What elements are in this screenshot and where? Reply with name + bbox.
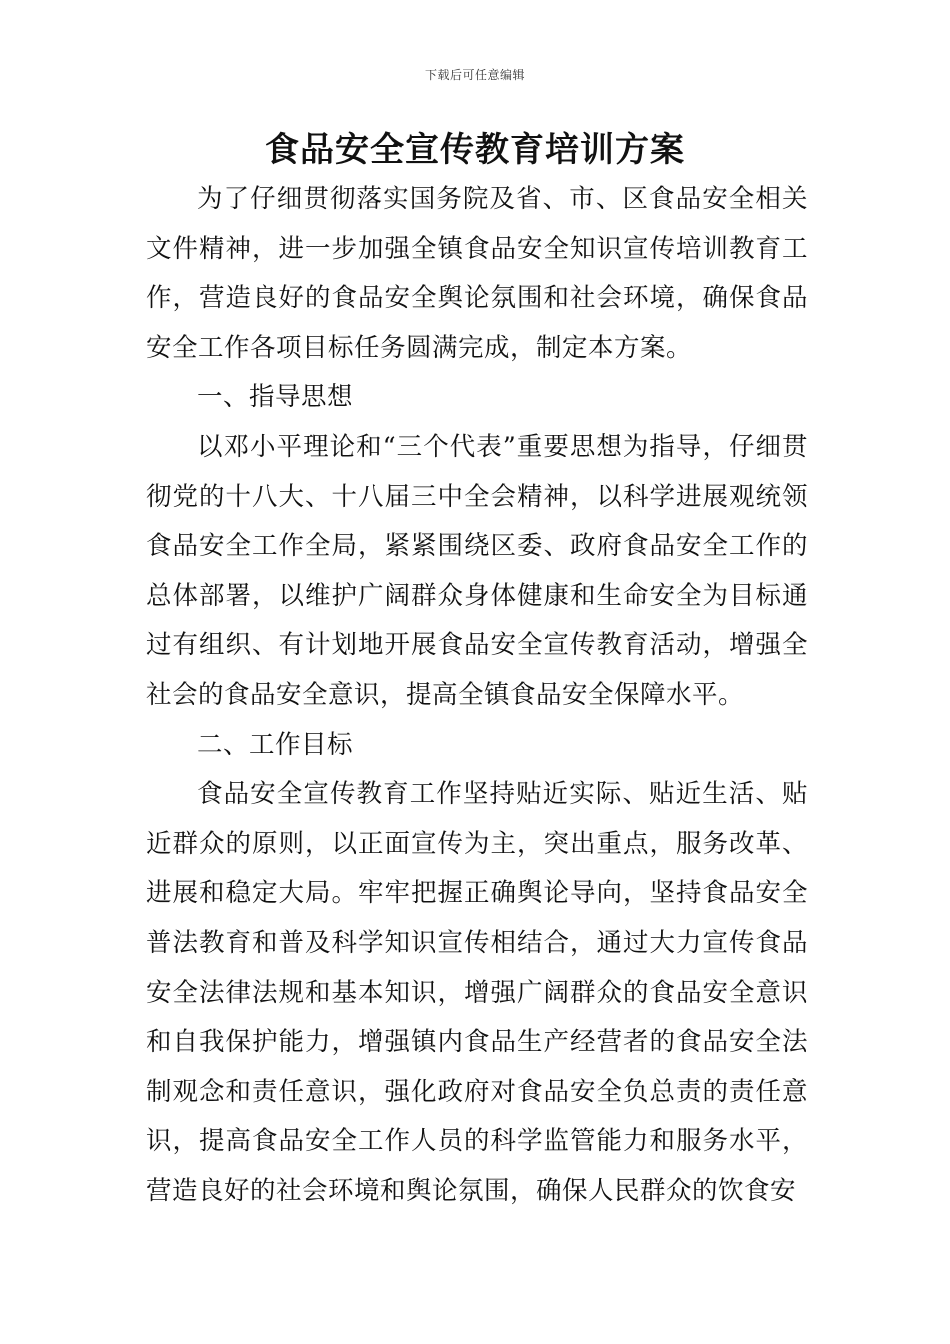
document-title: 食品安全宣传教育培训方案 xyxy=(265,130,685,170)
guiding-ideology-paragraph: 以邓小平理论和“三个代表”重要思想为指导，仔细贯彻党的十八大、十八届三中全会精神，以科学进展观统领食品安全工作全局，紧紧围绕区委、政府食品安全工作的总体部署，以维护广阔群众身体健康和生命安全为目标通过有组织、有计划地开展食品安全宣传教育活动，增强全社会的食品安全意识，提高全镇食品安全保障水平。 xyxy=(146,431,808,710)
section-heading-work-goals: 二、工作目标 xyxy=(197,729,354,760)
header-note: 下载后可任意编辑 xyxy=(424,68,525,82)
work-goals-paragraph: 食品安全宣传教育工作坚持贴近实际、贴近生活、贴近群众的原则，以正面宣传为主，突出重点，服务改革、进展和稳定大局。牢牢把握正确舆论导向，坚持食品安全普法教育和普及科学知识宣传相结合，通过大力宣传食品安全法律法规和基本知识，增强广阔群众的食品安全意识和自我保护能力，增强镇内食品生产经营者的食品安全法制观念和责任意识，强化政府对食品安全负总责的责任意识，提高食品安全工作人员的科学监管能力和服务水平，营造良好的社会环境和舆论氛围，确保人民群众的饮食安 xyxy=(146,779,808,1206)
intro-paragraph: 为了仔细贯彻落实国务院及省、市、区食品安全相关文件精神，进一步加强全镇食品安全知识宣传培训教育工作，营造良好的食品安全舆论氛围和社会环境，确保食品安全工作各项目标任务圆满完成，制定本方案。 xyxy=(146,184,808,363)
document-body xyxy=(146,175,808,1216)
section-heading-guiding-ideology: 一、指导思想 xyxy=(197,382,354,413)
